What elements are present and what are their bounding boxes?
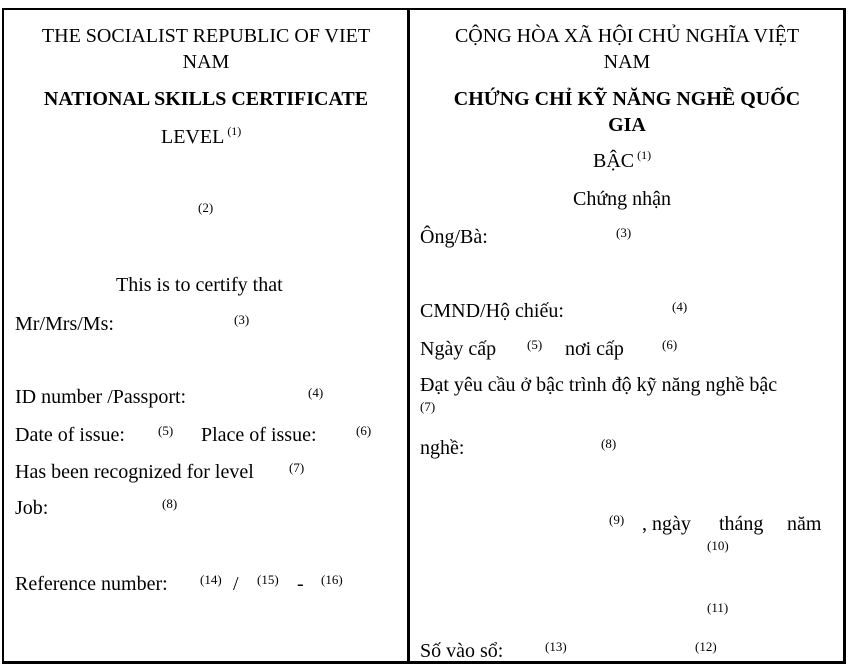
left-certificate-title: NATIONAL SKILLS CERTIFICATE [43, 88, 369, 110]
left-certify-text: This is to certify that [116, 274, 283, 296]
right-book-label: Số vào sổ: [420, 640, 504, 662]
right-ref-11: (11) [707, 600, 729, 615]
right-level-requirement: Đạt yêu cầu ở bậc trình độ kỹ năng nghề bậc [420, 374, 778, 396]
left-country-line2: NAM [182, 51, 230, 73]
right-ref-8: (8) [601, 436, 617, 451]
left-ref-14: (14) [200, 572, 222, 587]
left-dash: - [297, 573, 304, 595]
left-ref-16: (16) [321, 572, 343, 587]
right-country-line2: NAM [603, 51, 651, 73]
right-level-line [593, 150, 651, 174]
right-job-label: nghề: [420, 437, 465, 459]
right-ref-7: (7) [420, 399, 436, 414]
right-day-label: , ngày [642, 513, 691, 535]
left-level-label: LEVEL [161, 126, 225, 148]
right-ref-12: (12) [695, 639, 717, 654]
right-certificate-title-line2: GIA [608, 114, 646, 136]
right-month-label: tháng [719, 513, 764, 535]
left-ref-5: (5) [158, 423, 174, 438]
right-ref-6: (6) [662, 337, 678, 352]
right-level-ref: (1) [637, 148, 652, 162]
left-ref-15: (15) [257, 572, 279, 587]
left-date-label: Date of issue: [15, 424, 125, 446]
right-ref-3: (3) [616, 225, 632, 240]
left-ref-4: (4) [308, 385, 324, 400]
left-ref-3: (3) [234, 312, 250, 327]
right-ref-13: (13) [545, 639, 567, 654]
left-name-label: Mr/Mrs/Ms: [15, 313, 114, 335]
left-ref-6: (6) [356, 423, 372, 438]
right-name-label: Ông/Bà: [420, 226, 488, 248]
left-recognized-label: Has been recognized for level [15, 461, 254, 483]
left-level-ref: (1) [227, 124, 242, 138]
right-year-label: năm [787, 513, 822, 535]
right-id-label: CMND/Hộ chiếu: [420, 300, 564, 322]
left-country-line1: THE SOCIALIST REPUBLIC OF VIET [41, 25, 371, 47]
right-date-label: Ngày cấp [420, 338, 497, 360]
left-slash: / [233, 573, 239, 595]
right-ref-10: (10) [707, 538, 729, 553]
left-reference-label: Reference number: [15, 573, 168, 595]
right-level-label: BẬC [593, 150, 635, 172]
left-ref-7: (7) [289, 460, 305, 475]
right-ref-9: (9) [609, 512, 625, 527]
right-place-label: nơi cấp [565, 338, 624, 360]
left-job-label: Job: [15, 497, 49, 519]
left-level-line [161, 126, 241, 150]
right-ref-5: (5) [527, 337, 543, 352]
right-certify-text: Chứng nhận [573, 188, 672, 210]
left-place-label: Place of issue: [201, 424, 317, 446]
left-id-label: ID number /Passport: [15, 386, 187, 408]
right-certificate-title-line1: CHỨNG CHỈ KỸ NĂNG NGHỀ QUỐC [453, 88, 801, 110]
right-country-line1: CỘNG HÒA XÃ HỘI CHỦ NGHĨA VIỆT [454, 25, 800, 47]
left-ref-2: (2) [198, 200, 214, 215]
left-ref-8: (8) [162, 496, 178, 511]
right-ref-4: (4) [672, 299, 688, 314]
